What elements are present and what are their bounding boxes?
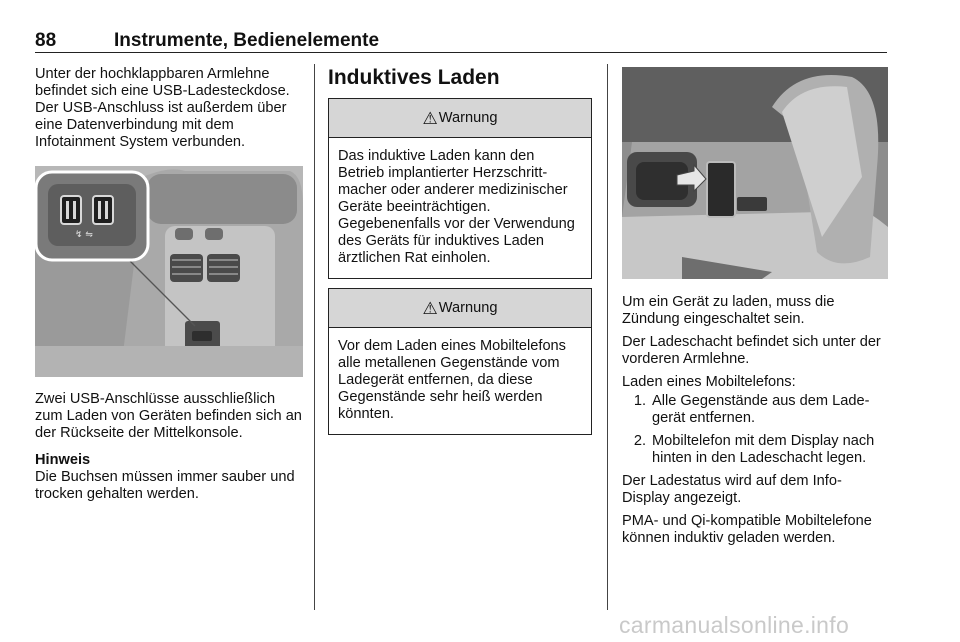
- ignition-paragraph: Um ein Gerät zu laden, muss die Zündung eingeschaltet sein.: [622, 294, 835, 327]
- charging-steps-intro: Laden eines Mobiltelefons:: [622, 374, 796, 390]
- page-number: 88: [35, 30, 57, 51]
- warning-triangle-icon: ⚠: [422, 298, 438, 318]
- compatibility-paragraph: PMA- und Qi-kompatible Mobiltelefone können induktiv geladen werden.: [622, 513, 872, 546]
- header-rule: [35, 52, 887, 53]
- list-item: [622, 393, 888, 427]
- front-console-illustration: [622, 67, 888, 279]
- warning-triangle-icon: ⚠: [422, 108, 438, 128]
- chapter-title: Instrumente, Bedienelemente: [114, 30, 380, 51]
- column-divider-1: [314, 64, 315, 610]
- warning-box-2-text: Vor dem Laden eines Mobiltelefons alle metallenen Gegenstände vom Ladegerät entfernen, da diese Gegenstände sehr heiß werden könnten.: [338, 338, 566, 422]
- page-header: [35, 30, 887, 52]
- watermark: carmanualsonline.info: [619, 612, 850, 638]
- step-number: 2.: [633, 433, 646, 449]
- warning-box-1-header: [329, 99, 591, 138]
- rear-usb-paragraph: Zwei USB-Anschlüsse ausschließlich zum Laden von Geräten befinden sich an der Rückseite der Mittelkonsole.: [35, 391, 302, 441]
- slot-location-paragraph: Der Ladeschacht befindet sich unter der vorderen Armlehne.: [622, 334, 881, 367]
- note-block: [35, 452, 303, 503]
- column-right: [622, 66, 888, 547]
- warning-box-2-header: [329, 289, 591, 328]
- column-left: [35, 66, 303, 503]
- section-title-inductive-charging: Induktives Laden: [328, 66, 500, 89]
- step-text: Alle Gegenstände aus dem Ladegerät entfernen.: [652, 393, 870, 426]
- svg-text:↯ ⇋: ↯ ⇋: [75, 230, 93, 240]
- rear-console-illustration: [35, 166, 303, 377]
- step-number: 1.: [633, 393, 646, 409]
- rear-usb-photo: [35, 166, 303, 377]
- usb-intro-paragraph: Unter der hochklappbaren Armlehne befindet sich eine USB-Ladesteckdose. Der USB-Anschluss ist außerdem über eine Datenverbindung mit dem Infotainment System verbunden.: [35, 66, 290, 150]
- column-middle: [328, 66, 592, 435]
- warning-box-1-text: Das induktive Laden kann den Betrieb implantierter Herzschrittmacher oder anderer medizinischer Geräte beeinträchtigen. Gegebenenfalls vor der Verwendung des Geräts für induktives Laden ärztlichen Rat einholen.: [338, 148, 575, 266]
- column-divider-2: [607, 64, 608, 610]
- note-text: Die Buchsen müssen immer sauber und trocken gehalten werden.: [35, 469, 295, 502]
- charging-slot-photo: [622, 67, 888, 279]
- step-text: Mobiltelefon mit dem Display nach hinten in den Ladeschacht legen.: [652, 433, 875, 466]
- note-label: Hinweis: [35, 452, 91, 468]
- warning-box-2: [328, 288, 592, 435]
- warning-box-1: [328, 98, 592, 279]
- warning-box-1-title: Warnung: [438, 109, 498, 126]
- warning-box-2-title: Warnung: [438, 299, 498, 316]
- list-item: [622, 433, 888, 467]
- charging-status-paragraph: Der Ladestatus wird auf dem Info-Display angezeigt.: [622, 473, 842, 506]
